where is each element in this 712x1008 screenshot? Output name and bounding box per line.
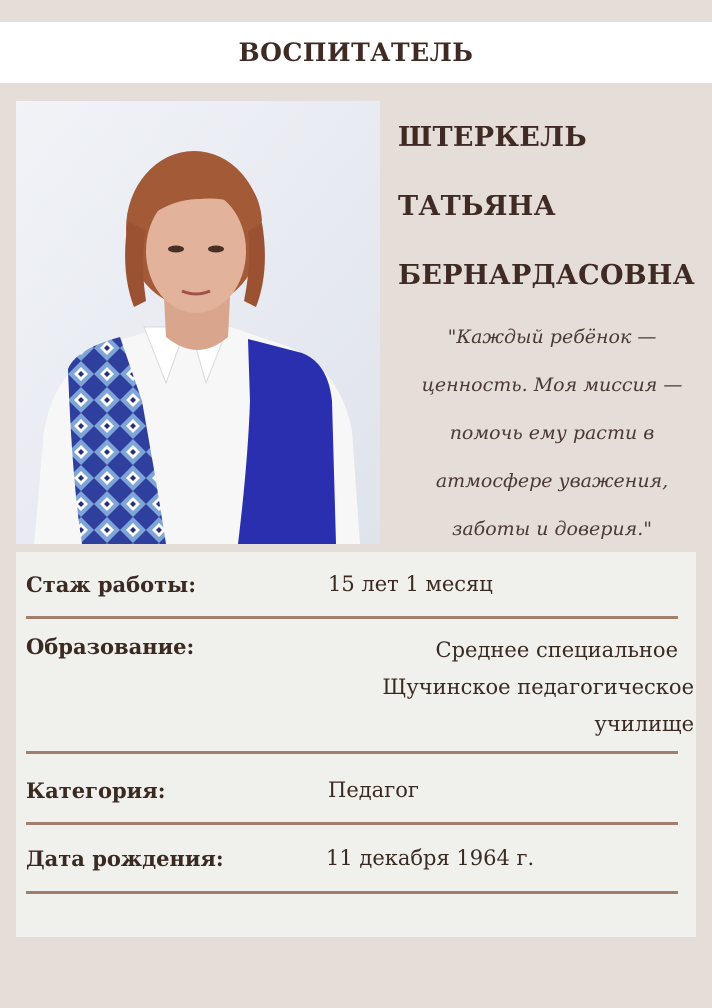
quote-line: атмосфере уважения, <box>435 470 669 492</box>
quote-line: помочь ему расти в <box>449 422 655 444</box>
quote-line: ценность. Моя миссия — <box>421 374 683 396</box>
person-first-name: ТАТЬЯНА <box>398 191 556 222</box>
person-surname: ШТЕРКЕЛЬ <box>398 122 587 153</box>
portrait-illustration <box>16 101 380 544</box>
education-line: училище <box>594 712 694 736</box>
birth-date-label: Дата рождения: <box>26 846 224 871</box>
info-panel <box>16 552 696 937</box>
page-title: ВОСПИТАТЕЛЬ <box>238 38 474 67</box>
title-banner <box>0 22 712 83</box>
divider <box>26 891 678 894</box>
person-patronymic: БЕРНАРДАСОВНА <box>398 260 695 291</box>
birth-date-value: 11 декабря 1964 г. <box>326 846 535 870</box>
category-value: Педагог <box>328 778 419 802</box>
education-label: Образование: <box>26 634 195 659</box>
education-value <box>382 632 694 743</box>
quote-line: заботы и доверия." <box>451 518 653 540</box>
category-label: Категория: <box>26 778 166 803</box>
education-line: Среднее специальное <box>435 638 678 662</box>
experience-label: Стаж работы: <box>26 572 196 597</box>
education-line: Щучинское педагогическое <box>382 675 694 699</box>
divider <box>26 616 678 619</box>
motto-quote <box>392 313 712 553</box>
experience-value: 15 лет 1 месяц <box>328 572 493 596</box>
quote-line: "Каждый ребёнок — <box>447 326 657 348</box>
divider <box>26 751 678 754</box>
divider <box>26 822 678 825</box>
portrait-photo <box>16 101 380 544</box>
